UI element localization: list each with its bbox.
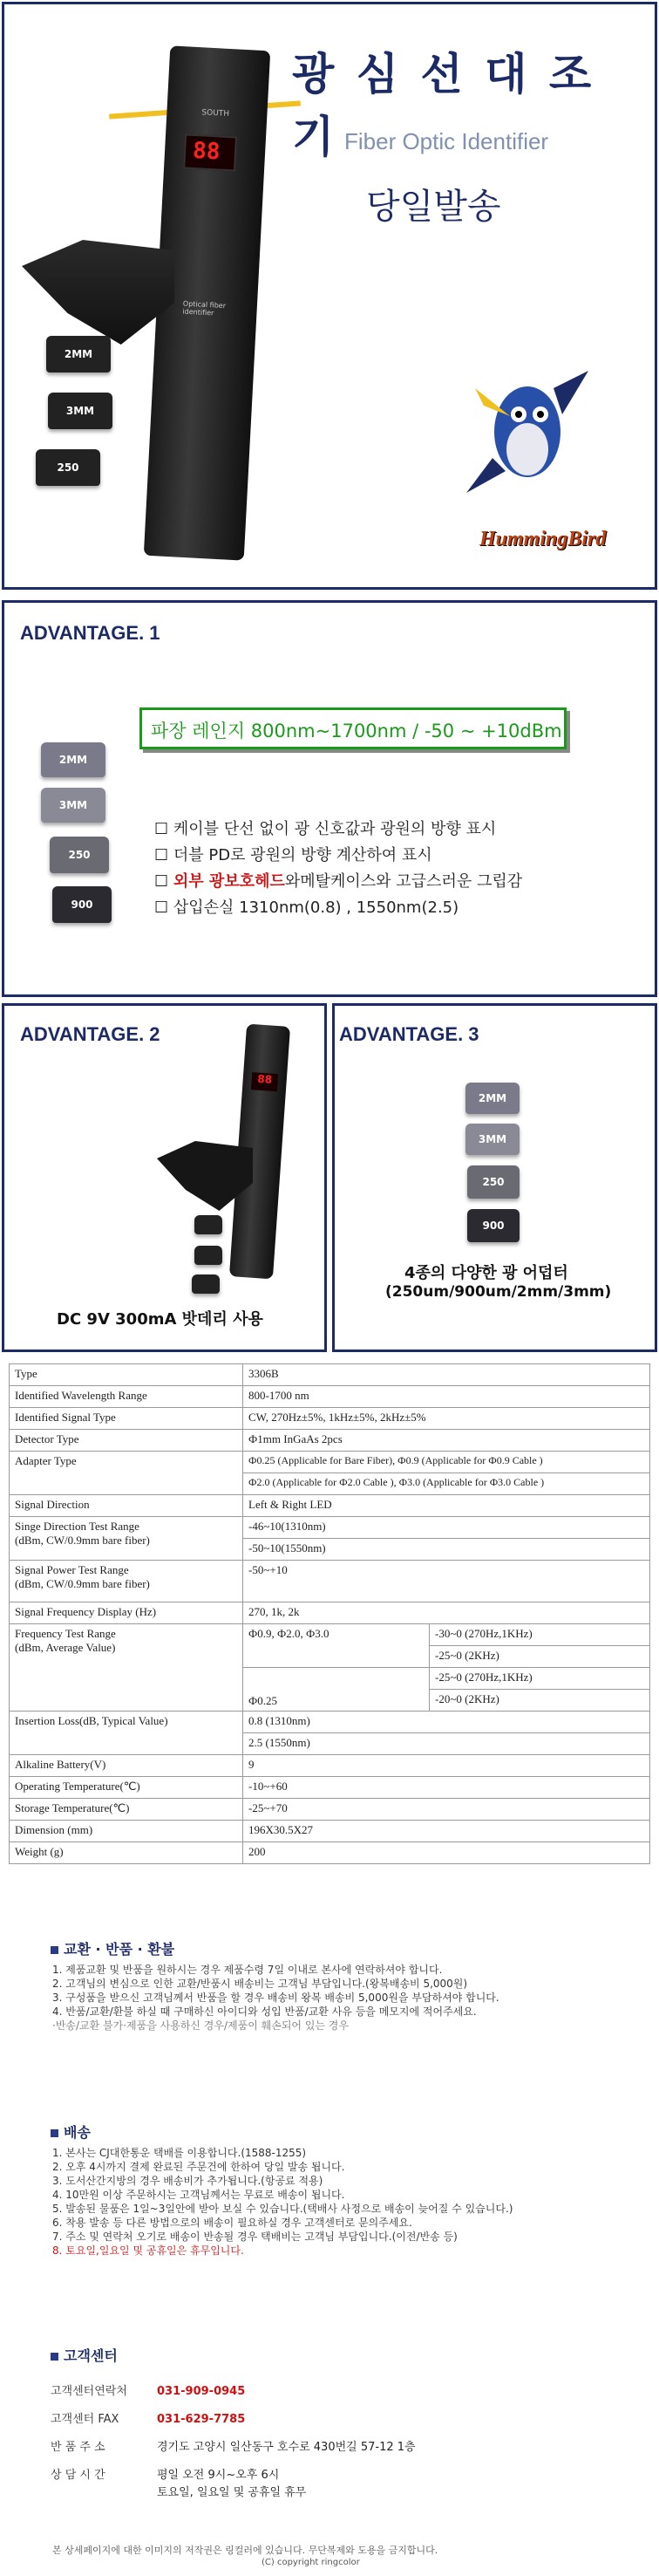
- list-item: 6. 착용 발송 등 다른 방법으로의 배송이 필요하실 경우 고객센터로 문의주세요.: [52, 2217, 412, 2229]
- list-item: 4. 10만원 이상 주문하시는 고객님께서는 무료로 배송이 됩니다.: [52, 2189, 345, 2201]
- page-title: 광 심 선 대 조 기: [292, 49, 595, 162]
- device-clip: [22, 240, 174, 345]
- advantage-3-title: ADVANTAGE. 3: [339, 1023, 479, 1045]
- spec-table: [9, 1363, 650, 1864]
- adv2-adapter-2: [194, 1246, 222, 1265]
- list-item: 1. 본사는 CJ대한통운 택배를 이용합니다.(1588-1255): [52, 2147, 307, 2159]
- customer-row: 토요일, 일요일 및 공휴일 휴무: [157, 2486, 307, 2499]
- advantage-1-title: ADVANTAGE. 1: [20, 622, 160, 644]
- table-row: -25~0 (2KHz): [10, 1646, 650, 1668]
- advantage-3-panel: [332, 1003, 657, 1352]
- exchange-heading: 교환 · 반품 · 환불: [51, 1938, 174, 1958]
- copyright-line-2: (C) copyright ringcolor: [262, 2558, 360, 2567]
- list-item: 5. 발송된 물품은 1일~3일안에 받아 보실 수 있습니다.(택배사 사정으로 배송이 늦어질 수 있습니다.): [52, 2203, 513, 2215]
- customer-row: 고객센터 FAX 031-629-7785: [51, 2413, 246, 2426]
- square-bullet-icon: [51, 2353, 58, 2361]
- customer-heading: 고객센터: [51, 2345, 118, 2365]
- advantage-1-panel: [2, 600, 657, 997]
- header-panel: [2, 2, 657, 590]
- advantage-2-title: ADVANTAGE. 2: [20, 1023, 160, 1045]
- adv2-adapter-3: [192, 1274, 220, 1294]
- header-adapter-2: 3MM: [48, 393, 112, 429]
- battery-caption: DC 9V 300mA 밧데리 사용: [57, 1310, 263, 1329]
- table-row: Operating Temperature(℃) -10~+60: [10, 1777, 650, 1799]
- table-row: Signal Direction Left & Right LED: [10, 1495, 650, 1517]
- shipping-notes: [52, 2146, 610, 2258]
- adapter-caption-2: (250um/900um/2mm/3mm): [385, 1283, 612, 1301]
- exchange-notes: [52, 1963, 610, 2033]
- adv3-adapter-1: 2MM: [465, 1083, 520, 1114]
- table-row: Weight (g) 200: [10, 1842, 650, 1864]
- advantage-2-panel: [2, 1003, 327, 1352]
- brand-name: HummingBird: [479, 528, 607, 550]
- hummingbird-logo: [458, 353, 588, 502]
- table-row: -50~10(1550nm): [10, 1539, 650, 1561]
- customer-row: 고객센터연락처 031-909-0945: [51, 2385, 246, 2398]
- list-item: ·반송/교환 불가·제품을 사용하신 경우/제품이 훼손되어 있는 경우: [52, 2019, 349, 2032]
- square-bullet-icon: [51, 2129, 58, 2137]
- adv1-adapter-3: 250: [50, 837, 109, 873]
- adv3-adapter-3: 250: [467, 1165, 520, 1199]
- adv2-adapter-1: [194, 1215, 222, 1234]
- feature-list: [154, 817, 522, 921]
- list-item: 2. 오후 4시까지 결제 완료된 주문건에 한하여 당일 발송 됩니다.: [52, 2161, 345, 2173]
- customer-row: 반 품 주 소 경기도 고양시 일산동구 호수로 430번길 57-12 1층: [51, 2441, 416, 2454]
- table-row: -20~0 (2KHz): [10, 1690, 650, 1712]
- adv1-adapter-1: 2MM: [41, 742, 105, 777]
- list-item: 8. 토요일,일요일 및 공휴일은 휴무입니다.: [52, 2245, 244, 2257]
- table-row: Identified Signal Type CW, 270Hz±5%, 1kHz±5%, 2kHz±5%: [10, 1408, 650, 1430]
- list-item: 4. 반품/교환/환불 하실 때 구매하신 아이디와 성입 반품/교환 사유 등을 메모지에 적어주세요.: [52, 2005, 477, 2018]
- table-row: Ф2.0 (Applicable for Ф2.0 Cable ), Ф3.0 (Applicable for Ф3.0 Cable ): [10, 1473, 650, 1495]
- list-item: 7. 주소 및 연락처 오기로 배송이 반송될 경우 택배비는 고객님 부담입니다.(이전/반송 등): [52, 2231, 458, 2243]
- subtitle-en: Fiber Optic Identifier: [344, 128, 549, 154]
- device-display: 88: [183, 133, 237, 171]
- table-row: Frequency Test Range (dBm, Average Value) Ф0.9, Ф2.0, Ф3.0 -30~0 (270Hz,1KHz): [10, 1624, 650, 1646]
- adv3-adapter-4: 900: [467, 1209, 520, 1242]
- table-row: Detector Type Ф1mm InGaAs 2pcs: [10, 1430, 650, 1452]
- shipping-heading: 배송: [51, 2122, 91, 2142]
- customer-row: 상 담 시 간 평일 오전 9시~오후 6시: [51, 2469, 280, 2482]
- feature-item: ☐ 삽입손실 1310nm(0.8) , 1550nm(2.5): [154, 899, 459, 917]
- adv1-adapter-2: 3MM: [41, 788, 105, 823]
- table-row: Type 3306B: [10, 1364, 650, 1386]
- table-row: Alkaline Battery(V) 9: [10, 1755, 650, 1777]
- adv3-adapter-2: 3MM: [465, 1124, 520, 1155]
- device-side-text: Optical fiber identifier: [182, 299, 227, 318]
- table-row: Storage Temperature(℃) -25~+70: [10, 1799, 650, 1821]
- square-bullet-icon: [51, 1946, 58, 1954]
- adv1-adapter-4: 900: [52, 886, 112, 923]
- device-label: SOUTH: [201, 108, 230, 120]
- list-item: 1. 제품교환 및 반품을 원하시는 경우 제품수령 7일 이내로 본사에 연락하셔야 합니다.: [52, 1964, 443, 1976]
- table-row: Singe Direction Test Range (dBm, CW/0.9mm bare fiber) -46~10(1310nm): [10, 1517, 650, 1539]
- feature-item: ☐ 외부 광보호헤드와메탈케이스와 고급스러운 그립감: [154, 872, 523, 891]
- same-day-label: 당일발송: [366, 187, 501, 227]
- table-row: Dimension (mm) 196X30.5X27: [10, 1821, 650, 1842]
- feature-item: ☐ 케이블 단선 없이 광 신호값과 광원의 방향 표시: [154, 820, 497, 838]
- list-item: 3. 구성품을 받으신 고객님께서 반품을 할 경우 배송비 왕복 배송비 5,000원을 부담하셔야 합니다.: [52, 1992, 499, 2004]
- header-adapter-1: 2MM: [46, 336, 111, 372]
- feature-item: ☐ 더블 PD로 광원의 방향 계산하여 표시: [154, 846, 432, 864]
- wavelength-banner: 파장 레인지 800nm~1700nm / -50 ~ +10dBm: [139, 707, 567, 749]
- list-item: 3. 도서산간지방의 경우 배송비가 추가됩니다.(항공료 적용): [52, 2175, 323, 2187]
- adv2-display: 88: [251, 1072, 278, 1091]
- table-row: Signal Frequency Display (Hz) 270, 1k, 2k: [10, 1602, 650, 1624]
- table-row: Insertion Loss(dB, Typical Value) 0.8 (1310nm): [10, 1712, 650, 1733]
- table-row: Ф0.25 -25~0 (270Hz,1KHz): [10, 1668, 650, 1690]
- table-row: Identified Wavelength Range 800-1700 nm: [10, 1386, 650, 1408]
- adapter-caption-1: 4종의 다양한 광 어덥터: [404, 1264, 568, 1282]
- list-item: 2. 고객님의 변심으로 인한 교환/반품시 배송비는 고객님 부담입니다.(왕복배송비 5,000원): [52, 1978, 468, 1990]
- table-row: Signal Power Test Range (dBm, CW/0.9mm bare fiber) -50~+10: [10, 1561, 650, 1602]
- table-row: 2.5 (1550nm): [10, 1733, 650, 1755]
- table-row: Adapter Type Ф0.25 (Applicable for Bare Fiber), Ф0.9 (Applicable for Ф0.9 Cable ): [10, 1452, 650, 1473]
- header-adapter-3: 250: [36, 449, 100, 486]
- copyright-line: 본 상세페이지에 대한 이미지의 저작권은 링컬러에 있습니다. 무단복제와 도용을 금지합니다.: [52, 2545, 438, 2556]
